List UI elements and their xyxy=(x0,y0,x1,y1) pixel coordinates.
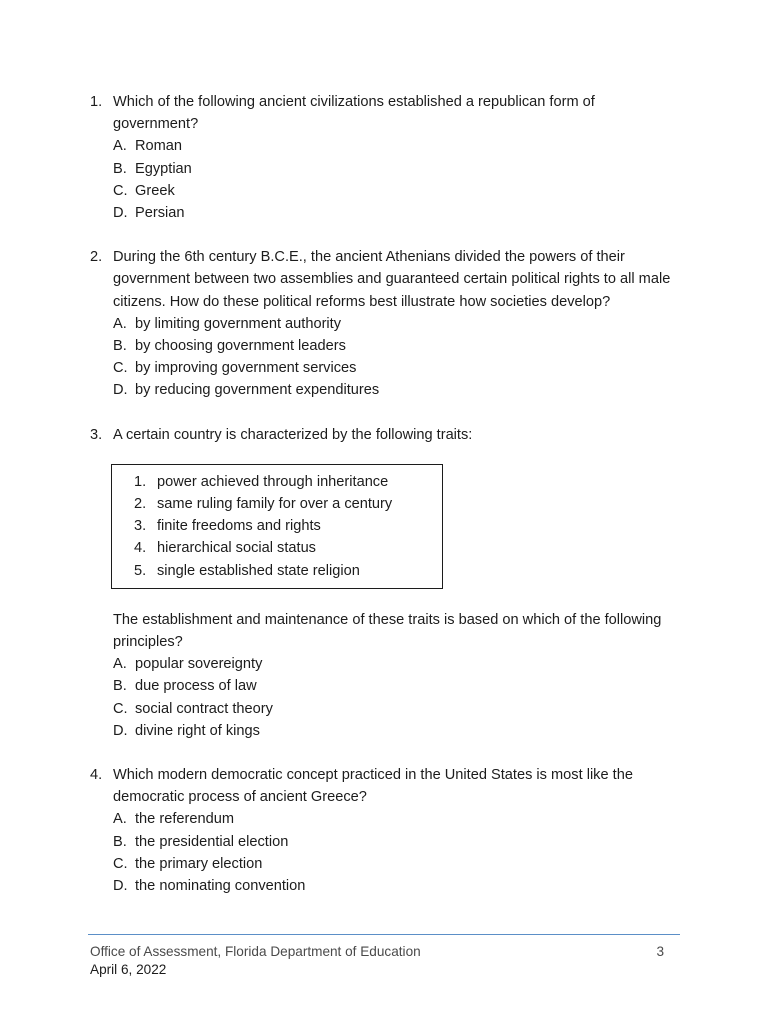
answer-choice-b xyxy=(113,675,680,697)
question-row xyxy=(90,91,680,224)
trait-text: power achieved through inheritance xyxy=(157,473,389,490)
choice-text: by reducing government expenditures xyxy=(135,382,380,399)
choice-text: by improving government services xyxy=(135,360,357,377)
answer-choice-a xyxy=(113,808,680,830)
question-row xyxy=(90,424,680,742)
choice-letter: C. xyxy=(113,700,128,717)
choice-text: Greek xyxy=(135,182,175,199)
answer-choice-d xyxy=(113,379,680,401)
choice-letter: D. xyxy=(113,205,128,222)
trait-item xyxy=(134,537,442,559)
trait-number: 3. xyxy=(134,518,147,535)
choice-text: the referendum xyxy=(135,811,234,828)
traits-box xyxy=(111,464,443,589)
question-number: 4. xyxy=(90,767,103,784)
answer-choice-a xyxy=(113,313,680,335)
question-number: 2. xyxy=(90,249,103,266)
question-list xyxy=(90,91,680,919)
choice-letter: A. xyxy=(113,811,127,828)
question-stem: Which modern democratic concept practiced in the United States is most like the democratic process of ancient Greece? xyxy=(113,767,633,806)
footer-date: April 6, 2022 xyxy=(90,962,167,977)
trait-number: 4. xyxy=(134,540,147,557)
choice-text: Roman xyxy=(135,138,183,155)
trait-item xyxy=(134,560,442,582)
choice-letter: B. xyxy=(113,833,127,850)
answer-choice-a xyxy=(113,135,680,157)
trait-text: finite freedoms and rights xyxy=(157,518,321,535)
choice-text: Egyptian xyxy=(135,160,192,177)
choice-letter: D. xyxy=(113,382,128,399)
question-stem: During the 6th century B.C.E., the ancient Athenians divided the powers of their government between two assemblies and guaranteed certain political rights to all male citizens. How do these political reforms best illustrate how societies develop? xyxy=(113,249,671,310)
trait-item xyxy=(134,515,442,537)
question-3 xyxy=(90,424,680,742)
question-followup: The establishment and maintenance of these traits is based on which of the following principles? xyxy=(113,611,662,651)
question-body xyxy=(113,424,680,742)
question-number: 3. xyxy=(90,426,103,443)
choice-letter: A. xyxy=(113,138,127,155)
answer-choice-d xyxy=(113,875,680,897)
choice-text: by limiting government authority xyxy=(135,315,342,332)
choice-letter: A. xyxy=(113,656,127,673)
question-4 xyxy=(90,764,680,897)
page-number: 3 xyxy=(656,944,664,959)
footer-info xyxy=(90,943,421,979)
trait-item xyxy=(134,493,442,515)
choice-text: by choosing government leaders xyxy=(135,338,346,355)
choice-letter: C. xyxy=(113,855,128,872)
answer-choice-c xyxy=(113,357,680,379)
answer-choice-c xyxy=(113,853,680,875)
trait-text: hierarchical social status xyxy=(157,540,316,557)
answer-choice-c xyxy=(113,698,680,720)
choice-text: social contract theory xyxy=(135,700,273,717)
choice-text: popular sovereignty xyxy=(135,656,263,673)
choice-text: Persian xyxy=(135,205,185,222)
question-1 xyxy=(90,91,680,224)
trait-text: single established state religion xyxy=(157,562,360,579)
choice-letter: C. xyxy=(113,360,128,377)
question-stem: Which of the following ancient civilizations established a republican form of government? xyxy=(113,94,595,133)
choice-letter: D. xyxy=(113,722,128,739)
choice-letter: C. xyxy=(113,182,128,199)
question-body xyxy=(113,246,680,401)
answer-choice-b xyxy=(113,831,680,853)
trait-number: 1. xyxy=(134,473,147,490)
choice-text: due process of law xyxy=(135,678,257,695)
question-row xyxy=(90,764,680,897)
choice-text: the primary election xyxy=(135,855,263,872)
answer-choices xyxy=(113,135,680,224)
question-2 xyxy=(90,246,680,401)
answer-choices xyxy=(113,313,680,402)
choice-text: divine right of kings xyxy=(135,722,260,739)
answer-choice-c xyxy=(113,180,680,202)
choice-letter: D. xyxy=(113,878,128,895)
footer-divider xyxy=(88,934,680,935)
answer-choice-b xyxy=(113,335,680,357)
choice-letter: B. xyxy=(113,678,127,695)
question-stem: A certain country is characterized by the following traits: xyxy=(113,426,473,443)
choice-text: the presidential election xyxy=(135,833,289,850)
question-number: 1. xyxy=(90,94,103,110)
choice-letter: A. xyxy=(113,315,127,332)
question-body xyxy=(113,764,680,897)
answer-choices xyxy=(113,808,680,897)
choice-letter: B. xyxy=(113,160,127,177)
question-body xyxy=(113,91,680,224)
question-row xyxy=(90,246,680,401)
trait-number: 5. xyxy=(134,562,147,579)
footer-organization: Office of Assessment, Florida Department of Education xyxy=(90,944,421,959)
answer-choices xyxy=(113,653,680,742)
answer-choice-a xyxy=(113,653,680,675)
trait-number: 2. xyxy=(134,496,147,513)
trait-item xyxy=(134,471,442,493)
choice-letter: B. xyxy=(113,338,127,355)
answer-choice-d xyxy=(113,720,680,742)
trait-text: same ruling family for over a century xyxy=(157,496,393,513)
answer-choice-d xyxy=(113,202,680,224)
choice-text: the nominating convention xyxy=(135,878,306,895)
answer-choice-b xyxy=(113,158,680,180)
